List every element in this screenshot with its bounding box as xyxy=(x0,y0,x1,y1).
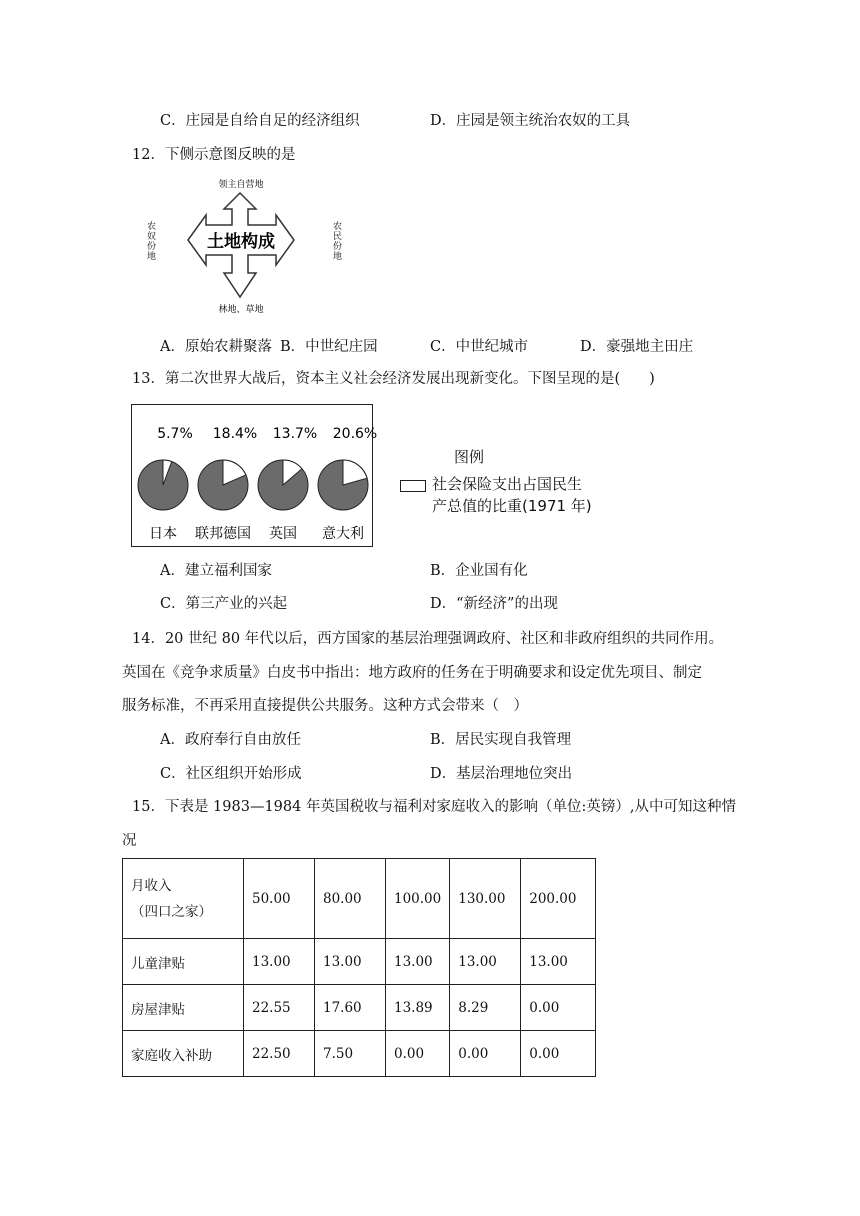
q15-line-2: 况 xyxy=(122,833,137,849)
table-row xyxy=(123,939,596,985)
table-row-label: 家庭收入补助 xyxy=(123,1031,244,1077)
table-cell: 0.00 xyxy=(521,1031,596,1077)
land-composition-diagram xyxy=(140,175,360,323)
table-cell: 17.60 xyxy=(315,985,386,1031)
table-cell: 0.00 xyxy=(450,1031,521,1077)
pie-chart-frame xyxy=(131,404,378,547)
pie-3-value-label: 13.7% xyxy=(272,426,318,442)
diagram-left-text: 农奴份地 xyxy=(145,221,155,261)
diagram-top-text: 领主自营地 xyxy=(218,180,264,190)
income-table xyxy=(122,858,596,1077)
pie-1-value-label: 5.7% xyxy=(157,426,193,442)
table-cell: 22.55 xyxy=(244,985,315,1031)
table-row-label: 儿童津贴 xyxy=(123,939,244,985)
q11-option-d: D．庄园是领主统治农奴的工具 xyxy=(430,113,631,129)
table-cell: 200.00 xyxy=(521,859,596,939)
table-cell: 130.00 xyxy=(450,859,521,939)
legend-line-1: 社会保险支出占国民生 xyxy=(432,475,583,493)
q12-stem: 12．下侧示意图反映的是 xyxy=(132,147,296,163)
q14-line-2: 英国在《竞争求质量》白皮书中指出：地方政府的任务在于明确要求和设定优先项目、制定 xyxy=(122,665,702,681)
header-label-line-1: 月收入 xyxy=(131,877,172,894)
table-row xyxy=(123,1031,596,1077)
pie-1-category-label: 日本 xyxy=(149,526,177,542)
land-diagram-svg xyxy=(140,175,360,323)
q12-option-b: B．中世纪庄园 xyxy=(280,339,378,355)
q14-option-a: A．政府奉行自由放任 xyxy=(160,732,301,748)
diagram-right-text: 农民份地 xyxy=(331,221,341,261)
diagram-bottom-text: 林地、草地 xyxy=(218,305,264,315)
table-cell: 13.89 xyxy=(386,985,450,1031)
table-cell: 13.00 xyxy=(315,939,386,985)
q15-line-1: 15．下表是 1983—1984 年英国税收与福利对家庭收入的影响（单位:英镑）,从中可知这种情 xyxy=(132,799,736,815)
q13-option-c: C．第三产业的兴起 xyxy=(160,596,288,612)
table-cell: 13.00 xyxy=(521,939,596,985)
table-header-label xyxy=(123,859,244,939)
pie-4-value-label: 20.6% xyxy=(332,426,378,442)
q14-option-d: D．基层治理地位突出 xyxy=(430,766,573,782)
table-cell: 80.00 xyxy=(315,859,386,939)
table-cell: 13.00 xyxy=(386,939,450,985)
table-cell: 13.00 xyxy=(244,939,315,985)
table-row-label: 房屋津贴 xyxy=(123,985,244,1031)
pie-3-category-label: 英国 xyxy=(269,526,297,542)
table-row xyxy=(123,985,596,1031)
pie-2-value-label: 18.4% xyxy=(212,426,258,442)
table-cell: 0.00 xyxy=(386,1031,450,1077)
table-cell: 50.00 xyxy=(244,859,315,939)
table-cell: 8.29 xyxy=(450,985,521,1031)
table-cell: 7.50 xyxy=(315,1031,386,1077)
q14-option-c: C．社区组织开始形成 xyxy=(160,766,302,782)
pie-2-category-label: 联邦德国 xyxy=(195,526,251,542)
q13-option-d: D．“新经济”的出现 xyxy=(430,596,558,612)
pie-4-category-label: 意大利 xyxy=(322,526,364,542)
table-cell: 22.50 xyxy=(244,1031,315,1077)
legend-title: 图例 xyxy=(454,448,485,466)
q11-option-c: C．庄园是自给自足的经济组织 xyxy=(160,113,360,129)
pie-chart-svg xyxy=(132,405,378,546)
table-header-row xyxy=(123,859,596,939)
header-label-line-2: （四口之家） xyxy=(131,903,212,920)
diagram-center-text: 土地构成 xyxy=(207,232,275,252)
q12-option-d: D．豪强地主田庄 xyxy=(580,339,694,355)
q14-line-1: 14．20 世纪 80 年代以后，西方国家的基层治理强调政府、社区和非政府组织的共同作用。 xyxy=(132,631,724,647)
table-cell: 100.00 xyxy=(386,859,450,939)
table-cell: 0.00 xyxy=(521,985,596,1031)
table-cell: 13.00 xyxy=(450,939,521,985)
q13-option-a: A．建立福利国家 xyxy=(160,563,272,579)
legend-line-2: 产总值的比重(1971 年) xyxy=(432,497,592,515)
q13-option-b: B．企业国有化 xyxy=(430,563,528,579)
q13-stem: 13．第二次世界大战后，资本主义社会经济发展出现新变化。下图呈现的是( ) xyxy=(132,371,655,387)
q14-option-b: B．居民实现自我管理 xyxy=(430,732,572,748)
q14-line-3: 服务标准，不再采用直接提供公共服务。这种方式会带来（ ） xyxy=(122,698,528,714)
q12-option-a: A．原始农耕聚落 xyxy=(160,339,272,355)
q12-option-c: C．中世纪城市 xyxy=(430,339,529,355)
legend-swatch xyxy=(400,480,426,492)
